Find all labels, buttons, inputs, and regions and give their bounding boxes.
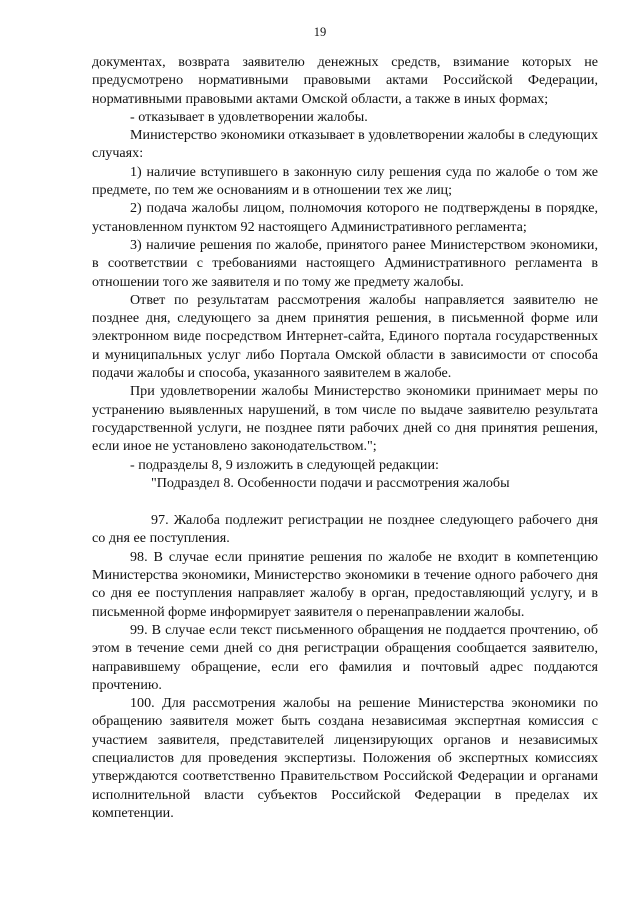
clause-100: 100. Для рассмотрения жалобы на решение Министерства экономики по обращению заявителя может быть создана независимая экспертная комиссия с участием заявителя, представителей лицензирующих органов и независимых специалистов для проведения экспертизы. Положения об экспертных комиссиях утверждаются соответственно Правительством Российской Федерации и органами исполнительной власти субъектов Российской Федерации в пределах их компетенции. (92, 695, 598, 821)
spacer (92, 492, 598, 511)
paragraph-amendment: - подразделы 8, 9 изложить в следующей редакции: (130, 456, 439, 473)
clause-98: 98. В случае если принятие решения по жалобе не входит в компетенцию Министерства экономики, Министерство экономики в течение одного рабочего дня со дня ее поступления направляет жалобу в орган, предоставляющий услугу, и в письменной форме информирует заявителя о перенаправлении жалобы. (92, 548, 598, 620)
paragraph-satisfaction: При удовлетворении жалобы Министерство экономики принимает меры по устранению выявленных нарушений, в том числе по выдаче заявителю результата государственной услуги, не позднее пяти рабочих дней со дня принятия решения, если иное не установлено законодательством."; (92, 383, 598, 455)
clause-99: 99. В случае если текст письменного обращения не поддается прочтению, об этом в течение семи дней со дня регистрации обращения сообщается заявителю, направившему обращение, если его фамилия и почтовый адрес поддаются прочтению. (92, 621, 598, 693)
paragraph-refusal-cases: Министерство экономики отказывает в удовлетворении жалобы в следующих случаях: (92, 127, 598, 162)
paragraph-refuse-item: - отказывает в удовлетворении жалобы. (130, 108, 368, 125)
paragraph-case-2: 2) подача жалобы лицом, полномочия которого не подтверждены в порядке, установленном пунктом 92 настоящего Административного регламента; (92, 200, 598, 235)
page-number: 19 (313, 25, 327, 39)
document-body (92, 53, 598, 822)
clause-97: 97. Жалоба подлежит регистрации не позднее следующего рабочего дня со дня ее поступления. (92, 512, 598, 547)
subsection-heading: "Подраздел 8. Особенности подачи и рассмотрения жалобы (151, 474, 510, 491)
paragraph-continuation: документах, возврата заявителю денежных средств, взимание которых не предусмотрено нормативными правовыми актами Российской Федерации, нормативными правовыми актами Омской области, а также в иных формах; (92, 54, 598, 107)
paragraph-case-3: 3) наличие решения по жалобе, принятого ранее Министерством экономики, в соответствии с требованиями настоящего Административного регламента в отношении того же заявителя и по тому же предмету жалобы. (92, 236, 598, 290)
paragraph-response: Ответ по результатам рассмотрения жалобы направляется заявителю не позднее дня, следующего за днем принятия решения, в письменной форме или электронном виде посредством Интернет-сайта, Единого портала государственных и муниципальных услуг либо Портала Омской области в зависимости от способа подачи жалобы и способа, указанного заявителем в жалобе. (92, 291, 598, 382)
paragraph-case-1: 1) наличие вступившего в законную силу решения суда по жалобе о том же предмете, по тем же основаниям и в отношении тех же лиц; (92, 163, 598, 199)
